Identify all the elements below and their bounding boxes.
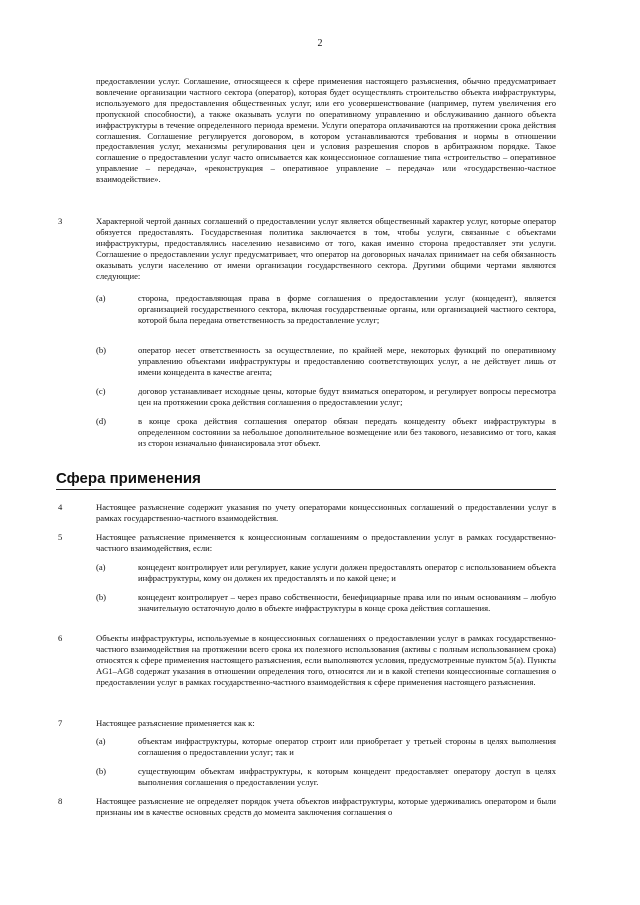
paragraph-4-text: Настоящее разъяснение содержит указания по учету операторами концессионных соглашений о предоставлении услуг в рамках государственно-частного взаимодействия.: [96, 502, 556, 523]
section-heading: Сфера применения: [56, 470, 556, 490]
paragraph-6-text: Объекты инфраструктуры, используемые в концессионных соглашениях о предоставлении услуг в рамках государственно-частного взаимодействия на протяжении всего срока их полезного использования (активы с полным использованием срока) относятся к сфере применения настоящего разъяснения, если выполняются условия, предусмотренные пунктом 5(a). Пункты AG1–AG8 содержат указания в отношении определения того, относятся ли и в какой степени концессионные соглашения о предоставлении услуг в рамках государственно-частного взаимодействия к сфере применения настоящего разъяснения.: [96, 633, 556, 687]
list-item-label: (b): [96, 592, 107, 602]
list-item-text: в конце срока действия соглашения оператор обязан передать концеденту объект инфраструктуры в определенном состоянии за небольшое дополнительное возмещение или без такового, независимо от того, какая из сторон изначально финансировала этот объект.: [138, 416, 556, 448]
list-item-label: (a): [96, 562, 106, 572]
paragraph-5-text: Настоящее разъяснение применяется к концессионным соглашениям о предоставлении услуг в рамках государственно-частного взаимодействия, если:: [96, 532, 556, 553]
paragraph-8-text: Настоящее разъяснение не определяет порядок учета объектов инфраструктуры, которые удерживались оператором и были признаны им в качестве основных средств до момента заключения соглашения о: [96, 796, 556, 817]
list-item-text: существующим объектам инфраструктуры, к которым концедент предоставляет оператору доступ в целях выполнения соглашения о предоставлении услуг.: [138, 766, 556, 787]
list-item-text: оператор несет ответственность за осуществление, по крайней мере, некоторых функций по оперативному управлению объектами инфраструктуры и предоставлению соответствующих услуг, а не действует лишь от имени концедента в качестве агента;: [138, 345, 556, 377]
paragraph-number: 6: [58, 633, 63, 643]
paragraph-number: 5: [58, 532, 63, 542]
list-item-text: концедент контролирует или регулирует, какие услуги должен предоставлять оператор с использованием объекта инфраструктуры, кому он должен их предоставлять и по какой цене; и: [138, 562, 556, 583]
list-item-label: (a): [96, 736, 106, 746]
list-item-text: объектам инфраструктуры, которые оператор строит или приобретает у третьей стороны в целях выполнения соглашения о предоставлении услуг; так и: [138, 736, 556, 757]
list-item-text: концедент контролирует – через право собственности, бенефициарные права или по иным основаниям – любую значительную остаточную долю в объекте инфраструктуры в конце срока действия соглашения.: [138, 592, 556, 613]
paragraph-number: 3: [58, 216, 63, 226]
page-number: 2: [317, 38, 323, 49]
paragraph-number: 4: [58, 502, 63, 512]
list-item-label: (b): [96, 345, 107, 355]
paragraph-number: 8: [58, 796, 63, 806]
list-item-label: (a): [96, 293, 106, 303]
list-item-text: сторона, предоставляющая права в форме соглашения о предоставлении услуг (концедент), является организацией государственного сектора, включая государственные органы, или организацией частного сектора, которой была передана ответственность за предоставление услуг;: [138, 293, 556, 325]
paragraph-number: 7: [58, 718, 63, 728]
list-item-label: (c): [96, 386, 106, 396]
list-item-label: (b): [96, 766, 107, 776]
list-item-text: договор устанавливает исходные цены, которые будут взиматься оператором, и регулирует вопросы пересмотра цен на протяжении срока действия соглашения о предоставлении услуг;: [138, 386, 556, 407]
paragraph-7-text: Настоящее разъяснение применяется как к:: [96, 718, 255, 728]
list-item-label: (d): [96, 416, 107, 426]
paragraph-3-text: Характерной чертой данных соглашений о предоставлении услуг является общественный характер услуг, которые оператор обязуется предоставлять. Государственная политика заключается в том, чтобы услуги, связанные с объектами инфраструктуры, предоставлялись населению независимо от того, какая именно сторона предоставляет эти услуги. Соглашение о предоставлении услуг предусматривает, что оператор на договорных началах принимает на себя обязанность оказывать услуги населению от имени организации государственного сектора. Другими общими чертами являются следующие:: [96, 216, 556, 281]
intro-paragraph: предоставлении услуг. Соглашение, относящееся к сфере применения настоящего разъяснения, обычно предусматривает вовлечение организации частного сектора (оператор), которая будет осуществлять строительство объекта инфраструктуры, используемого для предоставления общественных услуг, или его усовершенствование (например, путем увеличения его пропускной способности), а также оказывать услуги по оперативному управлению и обслуживанию данного объекта инфраструктуры в течение определенного периода времени. Услуги оператора оплачиваются на протяжении срока действия соглашения. Соглашение регулируется договором, в котором устанавливаются требования и нормы в отношении предоставления услуг, механизмы регулирования цен и условия разрешения споров в арбитражном порядке. Такое соглашение о предоставлении услуг часто описывается как концессионное соглашение типа «строительство – оперативное управление – передача», «реконструкция – оперативное управление – передача» или «государственно-частное взаимодействие».: [96, 76, 556, 185]
